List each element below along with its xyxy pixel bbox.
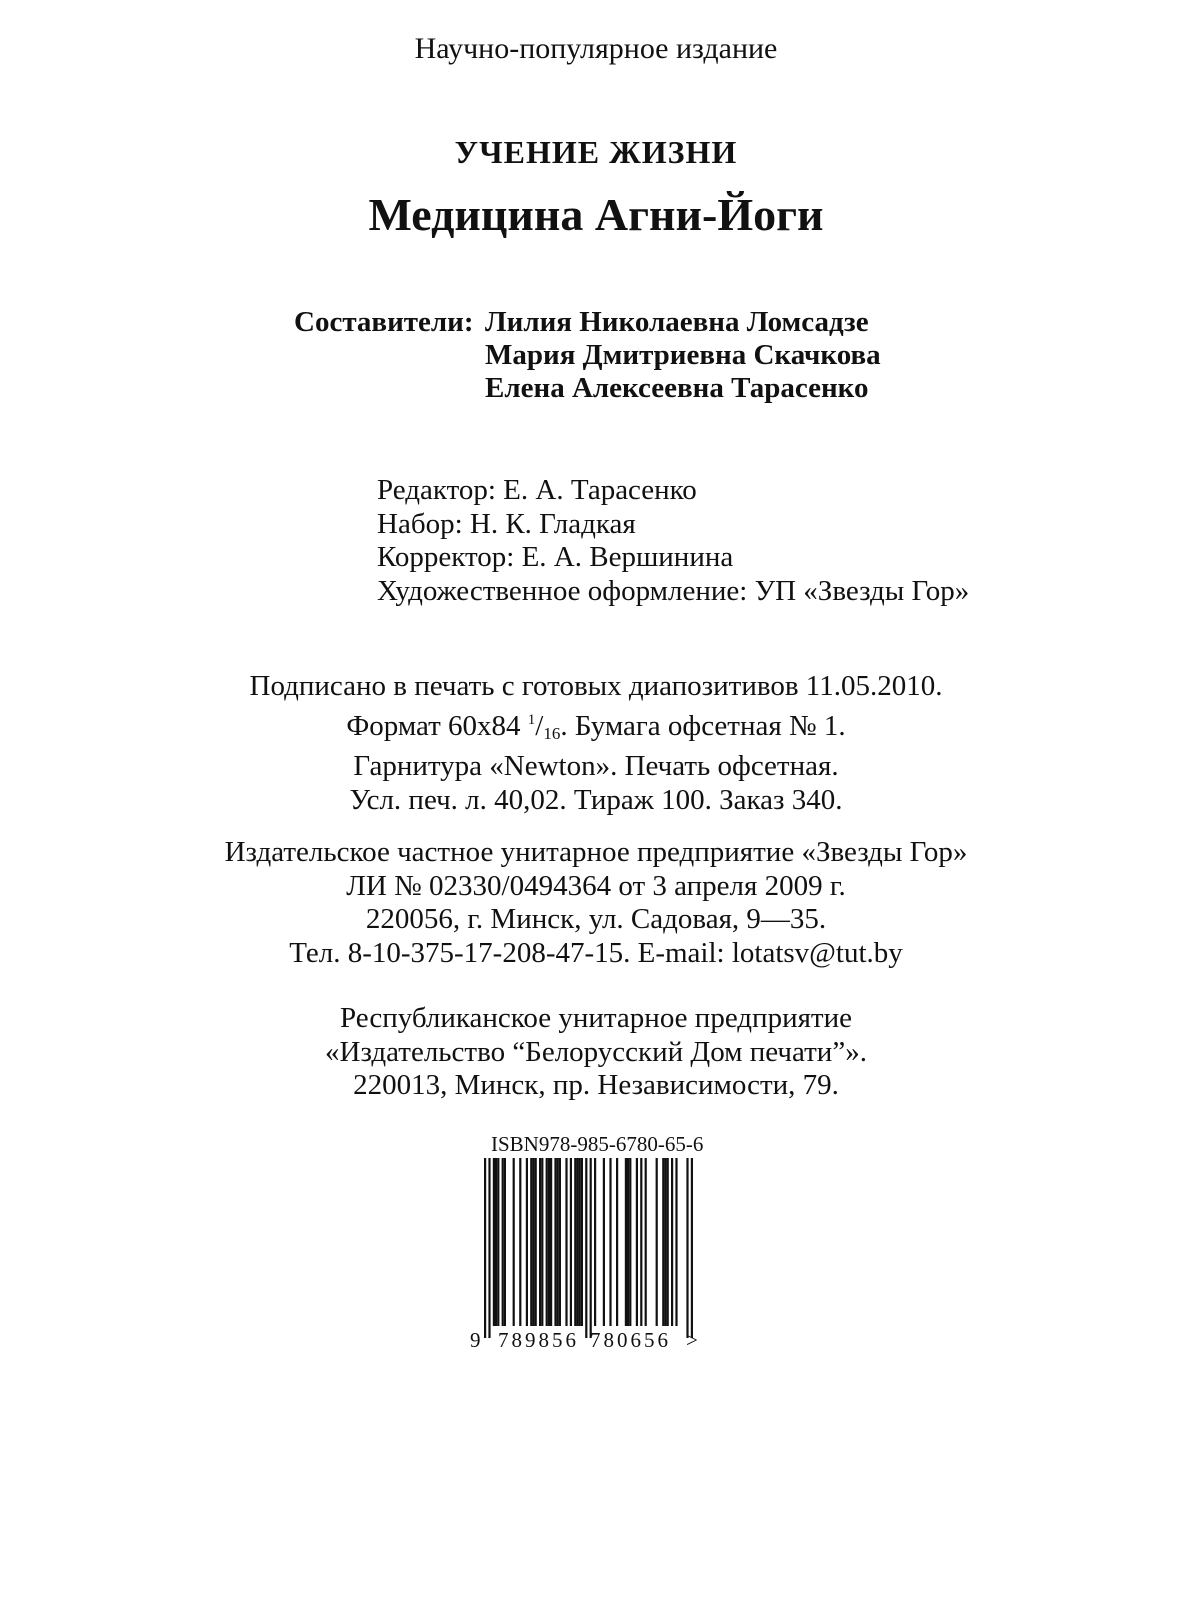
compilers-label: Составители: <box>294 306 474 338</box>
print-typeface-line: Гарнитура «Newton». Печать офсетная. <box>353 750 839 782</box>
barcode-bar <box>662 1158 664 1326</box>
print-signed-line: Подписано в печать с готовых диапозитивов 11.05.2010. <box>249 670 943 702</box>
barcode-bar <box>691 1158 693 1338</box>
compiler-name: Лилия Николаевна Ломсадзе <box>485 306 869 338</box>
barcode-bar <box>686 1158 688 1338</box>
printer-type: Республиканское унитарное предприятие <box>339 1002 853 1034</box>
barcode-bar <box>526 1158 528 1326</box>
compiler-name: Елена Алексеевна Тарасенко <box>485 372 869 404</box>
barcode-bar <box>519 1158 521 1326</box>
print-info-block <box>0 670 1192 817</box>
print-run-line: Усл. печ. л. 40,02. Тираж 100. Заказ 340. <box>349 783 843 816</box>
barcode-bar <box>513 1158 515 1326</box>
barcode-bar <box>576 1158 578 1326</box>
credit-editor: Редактор: Е. А. Тарасенко <box>377 474 697 506</box>
barcode-bar <box>541 1158 543 1326</box>
barcode-bar <box>616 1158 618 1326</box>
barcode-end-marker: > <box>686 1328 698 1352</box>
barcode-bar <box>625 1158 627 1326</box>
isbn-label: ISBN978-985-6780-65-6 <box>491 1132 704 1156</box>
barcode-bar <box>497 1158 499 1326</box>
credit-typesetting: Набор: Н. К. Гладкая <box>377 507 636 540</box>
barcode-bar <box>554 1158 556 1326</box>
barcode-bar <box>557 1158 559 1326</box>
publisher-block <box>0 836 1192 970</box>
barcode-bar <box>539 1158 541 1326</box>
barcode-bar <box>581 1158 583 1326</box>
compilers-row <box>294 339 881 372</box>
barcode-bar <box>495 1158 497 1326</box>
barcode-bar <box>548 1158 550 1326</box>
printer-name: «Издательство “Белорусский Дом печати”». <box>325 1035 867 1068</box>
barcode-bar <box>667 1158 669 1326</box>
barcode-bar <box>636 1158 638 1326</box>
print-format-line: Формат 60x84 $^1/_{16}$. Бумага офсетная № 1. <box>346 709 846 743</box>
barcode-bar <box>629 1158 631 1326</box>
publisher-address: 220056, г. Минск, ул. Садовая, 9—35. <box>365 903 827 935</box>
barcode-bar <box>594 1158 596 1326</box>
barcode-bar <box>493 1158 495 1326</box>
barcode-bar <box>574 1158 576 1326</box>
barcode-left-digits: 789856 <box>498 1328 579 1352</box>
barcode-first-digit: 9 <box>470 1328 481 1352</box>
barcode-bar <box>627 1158 629 1326</box>
barcode-bar <box>603 1158 605 1326</box>
barcode-bar <box>502 1158 504 1326</box>
barcode-bar <box>570 1158 572 1326</box>
printer-block <box>0 1002 1192 1103</box>
barcode-bar <box>488 1158 490 1338</box>
format-fraction-numerator: 1 <box>527 711 536 728</box>
barcode-bar <box>656 1158 658 1326</box>
format-fraction-slash: / <box>535 709 544 742</box>
barcode-bar <box>535 1158 537 1326</box>
credit-proofreader: Корректор: Е. А. Вершинина <box>377 541 734 573</box>
barcode-bar <box>559 1158 561 1326</box>
compilers-row <box>294 372 881 405</box>
barcode-bar <box>550 1158 552 1326</box>
barcode-image <box>470 1158 710 1348</box>
format-fraction-denominator: 16 <box>543 723 561 743</box>
book-title: Медицина Агни-Йоги <box>368 189 824 240</box>
barcode-right-digits: 780656 <box>590 1328 671 1352</box>
credits-block <box>377 474 969 608</box>
barcode-bar <box>671 1158 673 1326</box>
barcode-bar <box>565 1158 567 1326</box>
barcode-bar <box>532 1158 534 1326</box>
barcode-bar <box>585 1158 587 1338</box>
barcode-bar <box>640 1158 642 1326</box>
barcode-bar <box>590 1158 592 1338</box>
printer-address: 220013, Минск, пр. Независимости, 79. <box>353 1069 839 1101</box>
barcode-bar <box>645 1158 647 1326</box>
barcode-bar <box>664 1158 666 1326</box>
barcode-bar <box>579 1158 581 1326</box>
barcode-bar <box>484 1158 486 1338</box>
barcode-bar <box>609 1158 611 1326</box>
publisher-license: ЛИ № 02330/0494364 от 3 апреля 2009 г. <box>346 869 846 902</box>
credit-design: Художественное оформление: УП «Звезды Гор» <box>377 574 970 607</box>
compiler-name: Мария Дмитриевна Скачкова <box>485 339 881 371</box>
barcode-bar <box>504 1158 506 1326</box>
series-title: УЧЕНИЕ ЖИЗНИ <box>454 134 738 170</box>
barcode-bar <box>530 1158 532 1326</box>
publisher-name: Издательское частное унитарное предприятие «Звезды Гор» <box>224 836 968 868</box>
edition-type: Научно-популярное издание <box>414 32 778 65</box>
barcode-bar <box>675 1158 677 1326</box>
publisher-contacts: Тел. 8-10-375-17-208-47-15. E-mail: lotatsv@tut.by <box>289 936 903 969</box>
compilers-row <box>294 306 881 339</box>
compilers-block <box>294 306 881 405</box>
barcode-bar <box>546 1158 548 1326</box>
